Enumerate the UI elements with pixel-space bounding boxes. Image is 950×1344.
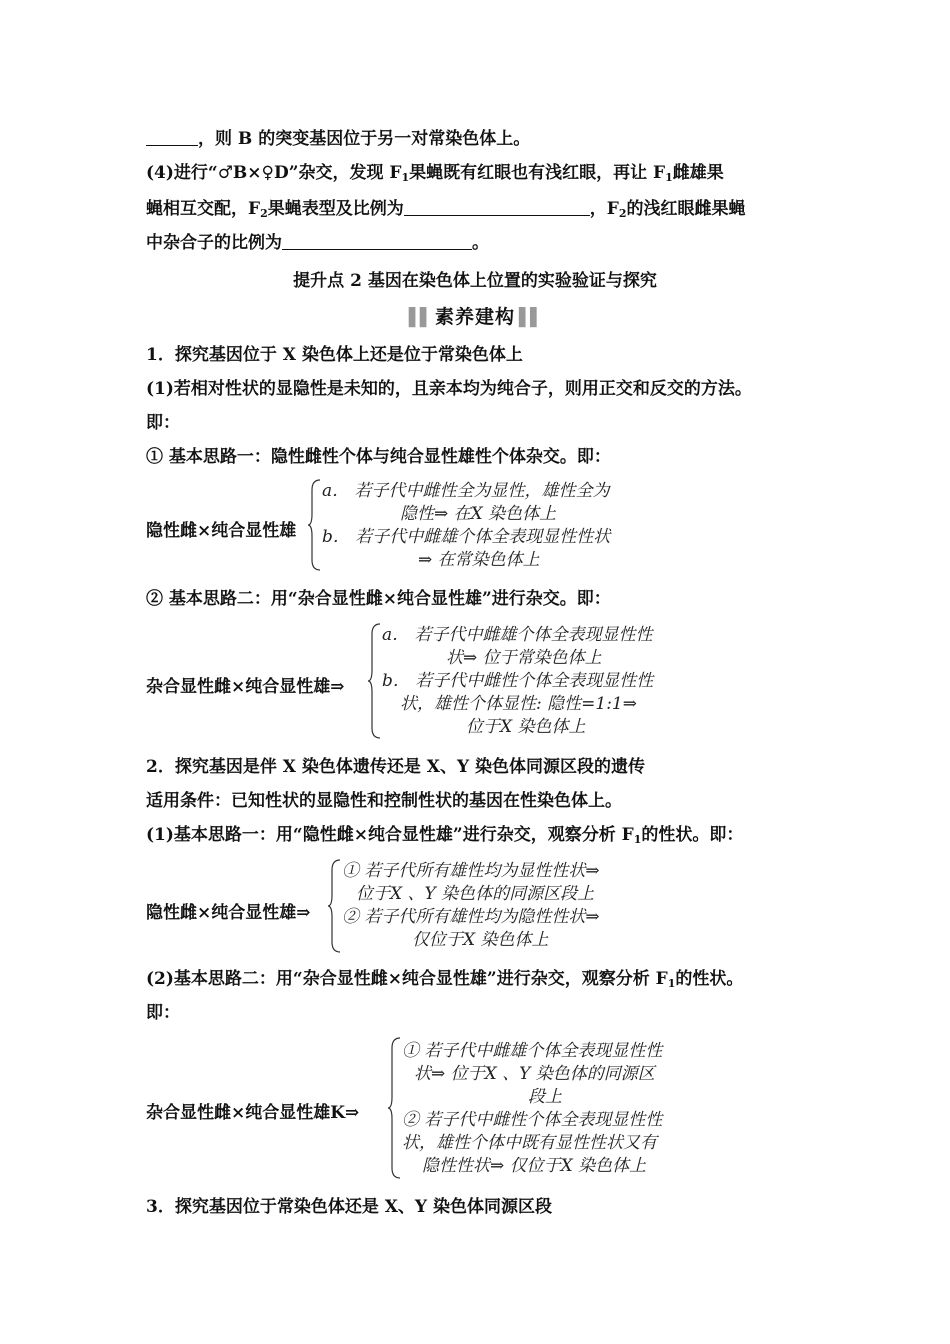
cross2-option-a-1: a． 若子代中雌雄个体全表现显性性 — [382, 625, 653, 645]
cross4-option-2-a: ② 若子代中雌性个体全表现显性性 — [402, 1110, 663, 1130]
cross4-option-2-c: 隐性性状⇒ 仅位于X 染色体上 — [422, 1156, 647, 1176]
s1-title: 1．探究基因位于 X 染色体上还是位于常染色体上 — [146, 345, 523, 365]
s3-title: 3．探究基因位于常染色体还是 X、Y 染色体同源区段 — [146, 1197, 552, 1217]
heading-text: 素养建构 — [434, 306, 515, 328]
section-title: 提升点 2 基因在染色体上位置的实验验证与探究 — [293, 271, 657, 291]
heading-right-bars-icon: ▌▌ — [519, 308, 542, 328]
cross3-option-1-b: 位于X 、Y 染色体的同源区段上 — [356, 884, 595, 904]
cross4-option-1-b: 状⇒ 位于X 、Y 染色体的同源区 — [414, 1064, 655, 1084]
text-line-1: ，则 B 的突变基因位于另一对常染色体上。 — [146, 128, 530, 150]
cross3-option-2-a: ② 若子代所有雄性均为隐性性状⇒ — [342, 907, 600, 927]
s2-p2b: 即： — [146, 1003, 180, 1023]
cross4-option-2-b: 状，雄性个体中既有显性性状又有 — [402, 1133, 657, 1153]
s1-p1: (1)若相对性状的显隐性是未知的，且亲本均为纯合子，则用正交和反交的方法。 — [146, 379, 752, 399]
cross4-option-1-a: ① 若子代中雌雄个体全表现显性性 — [402, 1041, 663, 1061]
s2-title: 2．探究基因是伴 X 染色体遗传还是 X、Y 染色体同源区段的遗传 — [146, 757, 646, 777]
cross4-option-1-c: 段上 — [528, 1087, 562, 1107]
cross2-option-a-2: 状⇒ 位于常染色体上 — [446, 648, 602, 668]
s1-idea2: ② 基本思路二：用“杂合显性雌×纯合显性雄”进行杂交。即： — [146, 589, 611, 609]
cross3-label: 隐性雌×纯合显性雄⇒ — [146, 903, 311, 923]
answer-blank-2[interactable] — [404, 198, 590, 216]
cross3-option-1-a: ① 若子代所有雄性均为显性性状⇒ — [342, 861, 600, 881]
text-line-2: (4)进行“♂B×♀D”杂交，发现 $F_1$果蝇既有红眼也有浅红眼，再让 $F_1$雌雄果 — [146, 163, 724, 184]
cross3-option-2-b: 仅位于X 染色体上 — [412, 930, 549, 950]
s2-condition: 适用条件：已知性状的显隐性和控制性状的基因在性染色体上。 — [146, 791, 622, 811]
cross1-label: 隐性雌×纯合显性雄 — [146, 521, 297, 541]
text-line-4: 中杂合子的比例为 。 — [146, 233, 489, 253]
cross2-option-b-1: b． 若子代中雌性个体全表现显性性 — [382, 671, 654, 691]
answer-blank-3[interactable] — [282, 232, 472, 250]
cross1-option-a-1: a． 若子代中雌性全为显性，雄性全为 — [322, 481, 610, 501]
s1-idea1: ① 基本思路一：隐性雌性个体与纯合显性雄性个体杂交。即： — [146, 447, 611, 467]
heading-banner — [0, 302, 950, 329]
s1-p1b: 即： — [146, 413, 180, 433]
s2-p1: (1)基本思路一：用“隐性雌×纯合显性雄”进行杂交，观察分析 $F_1$的性状。即： — [146, 825, 744, 846]
answer-blank-1[interactable] — [146, 128, 198, 146]
heading-left-bars-icon: ▌▌ — [408, 308, 431, 328]
text-line-3: 蝇相互交配，$F_2$果蝇表型及比例为 ，$F_2$的浅红眼雌果蝇 — [146, 199, 746, 220]
cross4-label: 杂合显性雌×纯合显性雄K⇒ — [146, 1103, 360, 1123]
cross1-option-b-2: ⇒ 在常染色体上 — [418, 550, 540, 570]
s2-p2: (2)基本思路二：用“杂合显性雌×纯合显性雄”进行杂交，观察分析 $F_1$的性状。 — [146, 969, 744, 990]
cross2-label: 杂合显性雌×纯合显性雄⇒ — [146, 677, 345, 697]
cross2-option-b-3: 位于X 染色体上 — [466, 717, 586, 737]
cross2-option-b-2: 状，雄性个体显性: 隐性=1:1⇒ — [400, 694, 637, 714]
cross1-option-b-1: b． 若子代中雌雄个体全表现显性性状 — [322, 527, 611, 547]
cross1-option-a-2: 隐性⇒ 在X 染色体上 — [400, 504, 557, 524]
